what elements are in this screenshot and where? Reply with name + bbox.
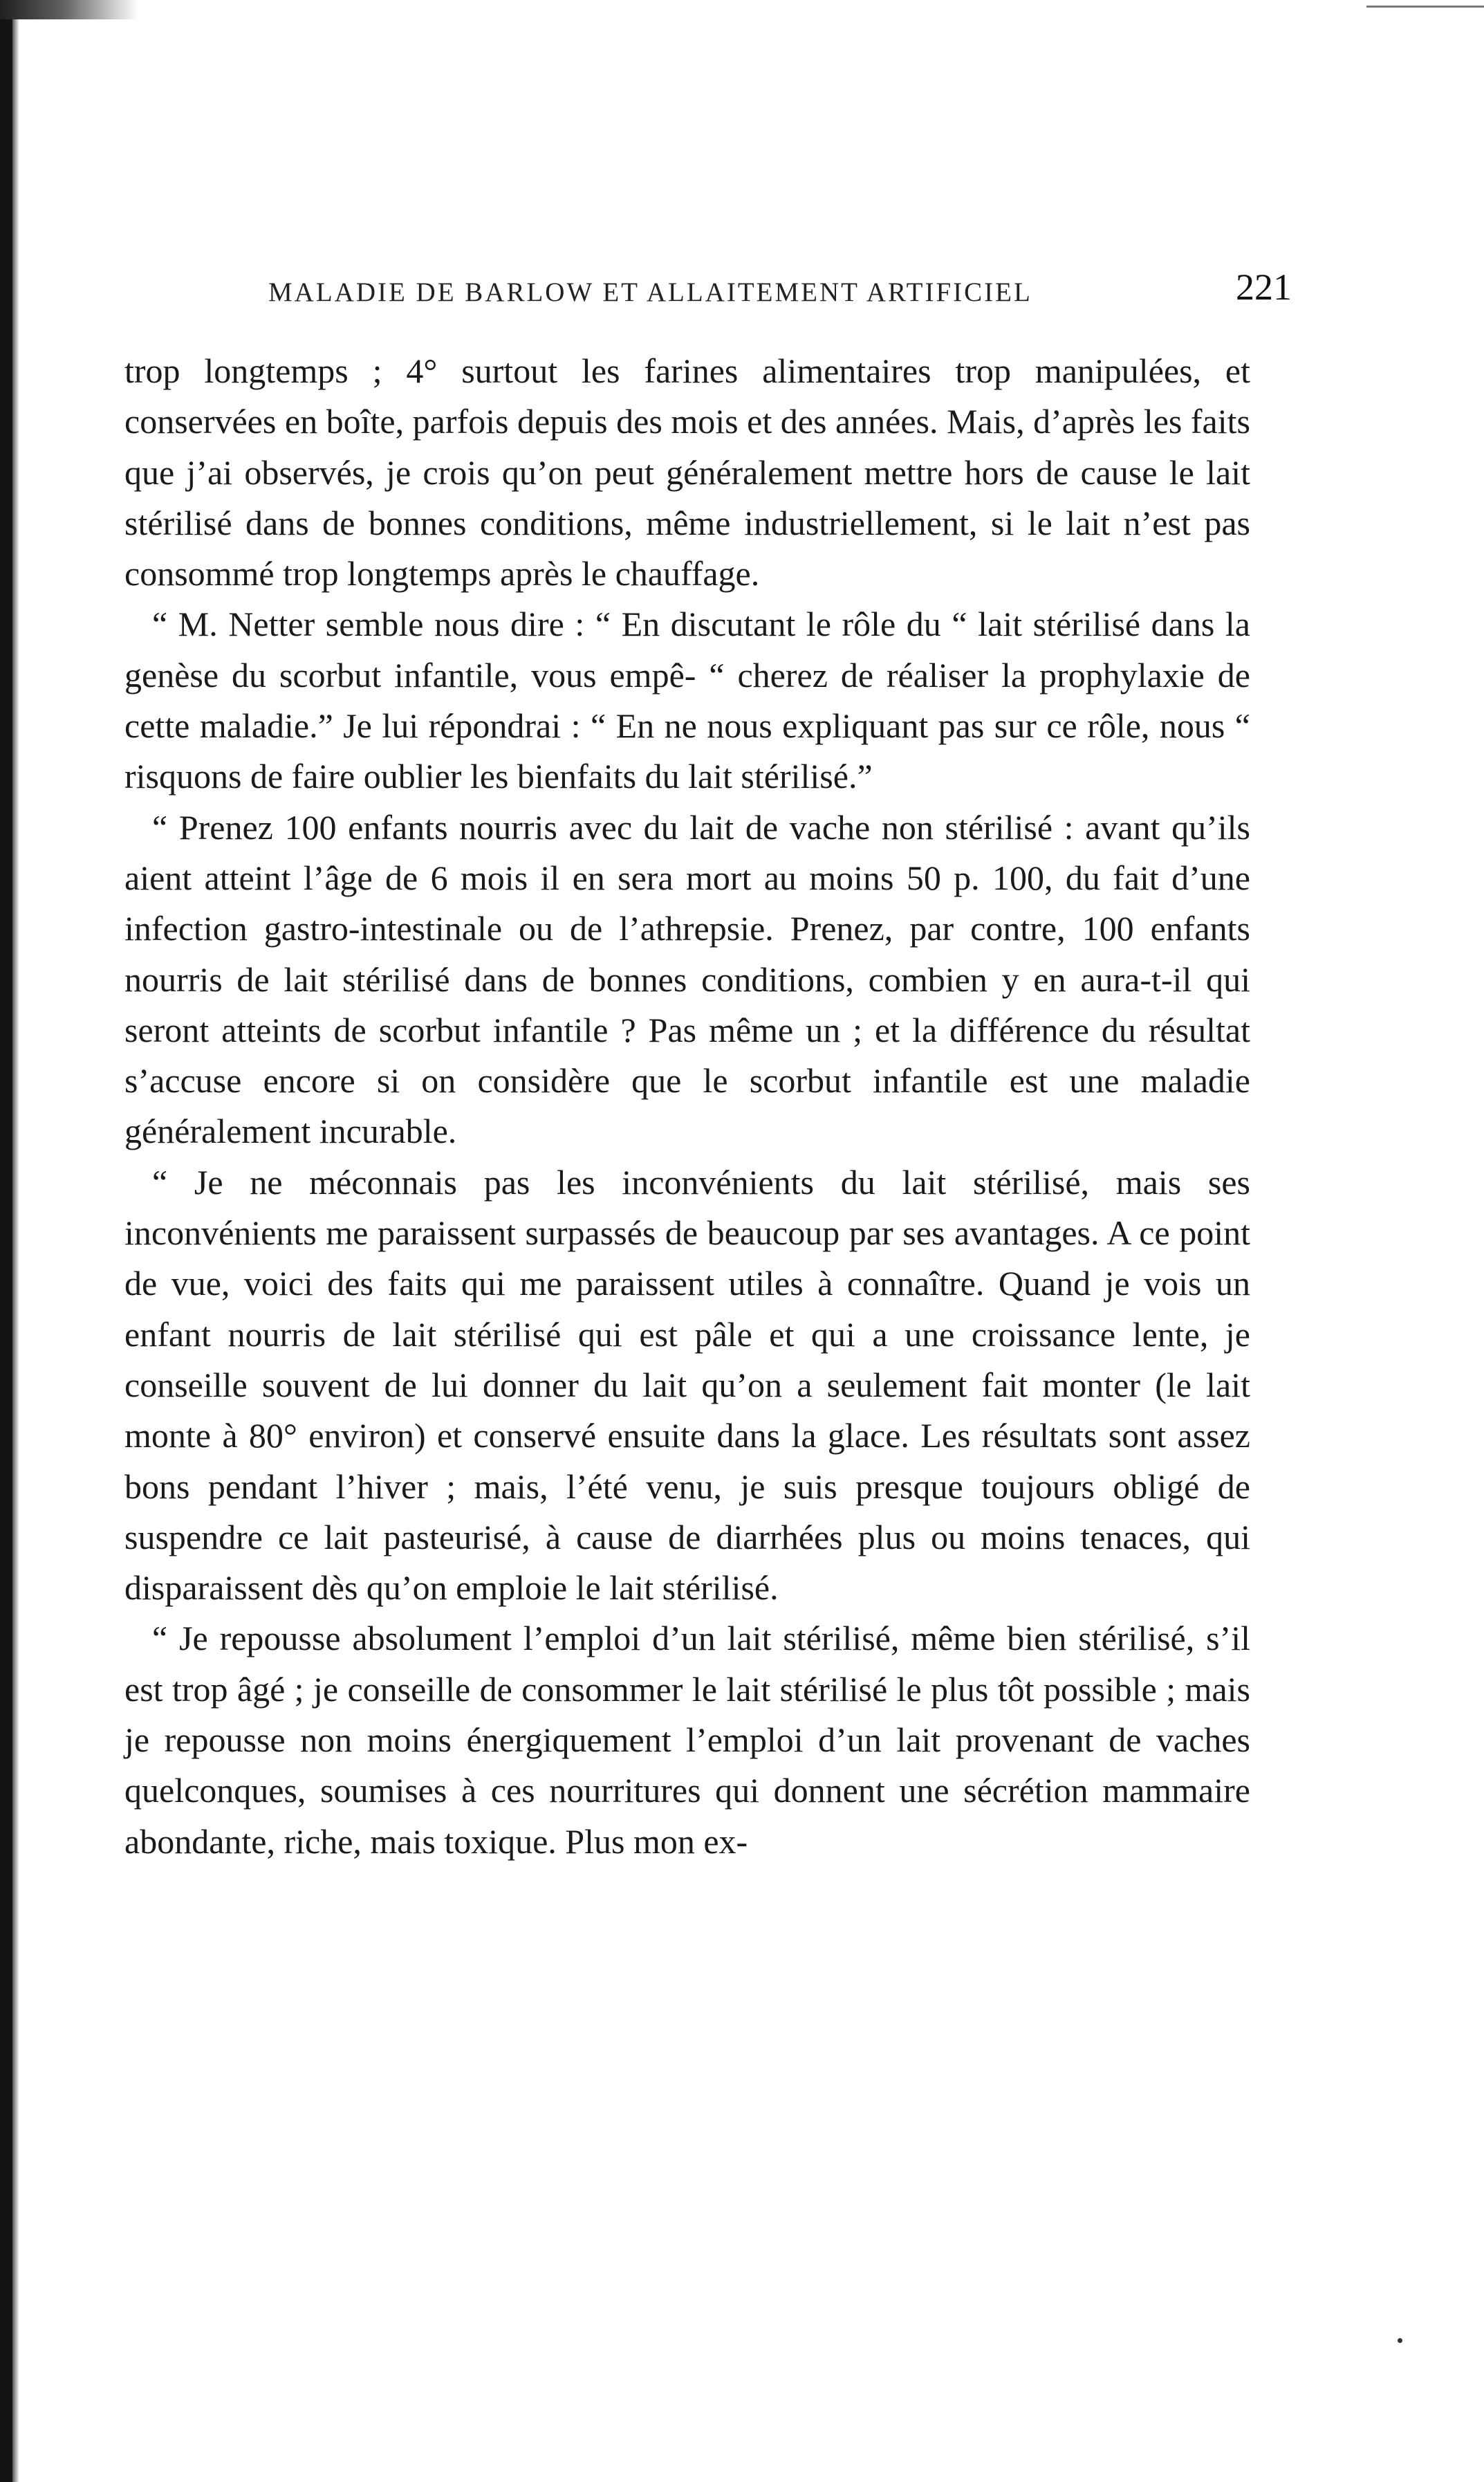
paragraph-netter-quote: “ M. Netter semble nous dire : “ En discutant le rôle du “ lait stérilisé dans la genèse du scorbut infantile, vous empê- “ cherez de réaliser la prophylaxie de cette maladie.” Je lui répondrai : “ En ne nous expliquant pas sur ce rôle, nous “ risquons de faire oublier les bienfaits du lait stérilisé.” [124, 605, 1250, 796]
paragraph-hundred-children: “ Prenez 100 enfants nourris avec du lait de vache non stérilisé : avant qu’ils aient atteint l’âge de 6 mois il en sera mort au moins 50 p. 100, du fait d’une infection gastro-intestinale ou de l’athrepsie. Prenez, par contre, 100 enfants nourris de lait stérilisé dans de bonnes conditions, combien y en aura-t-il qui seront atteints de scorbut infantile ? Pas même un ; et la différence du résultat s’accuse encore si on considère que le scorbut infantile est une maladie généralement incurable. [124, 807, 1250, 1151]
scan-corner-mark [0, 0, 138, 19]
page-number: 221 [1236, 266, 1292, 308]
scan-top-rule [1366, 6, 1484, 8]
body-text [124, 346, 1250, 1867]
running-head [268, 261, 1333, 317]
scan-edge-shadow [12, 0, 19, 2482]
running-title: MALADIE DE BARLOW ET ALLAITEMENT ARTIFICIEL [268, 277, 1032, 307]
scan-dark-edge [0, 0, 12, 2482]
paragraph-continuation: trop longtemps ; 4° surtout les farines alimentaires trop manipulées, et conservées en boîte, parfois depuis des mois et des années. Mais, d’après les faits que j’ai observés, je crois qu’on peut généralement mettre hors de cause le lait stérilisé dans de bonnes conditions, même industriellement, si le lait n’est pas consommé trop longtemps après le chauffage. [124, 351, 1250, 594]
paragraph-old-milk: “ Je repousse absolument l’emploi d’un lait stérilisé, même bien stérilisé, s’il est trop âgé ; je conseille de consommer le lait stérilisé le plus tôt possible ; mais je repousse non moins énergiquement l’emploi d’un lait provenant de vaches quelconques, soumises à ces nourritures qui donnent une sécrétion mammaire abondante, riche, mais toxique. Plus mon ex- [124, 1619, 1250, 1861]
paragraph-inconveniences: “ Je ne méconnais pas les inconvénients du lait stérilisé, mais ses inconvénients me paraissent surpassés de beaucoup par ses avantages. A ce point de vue, voici des faits qui me paraissent utiles à connaître. Quand je vois un enfant nourris de lait stérilisé qui est pâle et qui a une croissance lente, je conseille souvent de lui donner du lait qu’on a seulement fait monter (le lait monte à 80° environ) et conservé ensuite dans la glace. Les résultats sont assez bons pendant l’hiver ; mais, l’été venu, je suis presque toujours obligé de suspendre ce lait pasteurisé, à cause de diarrhées plus ou moins tenaces, qui disparaissent dès qu’on emploie le lait stérilisé. [124, 1162, 1250, 1608]
stray-dot [1398, 2338, 1402, 2343]
